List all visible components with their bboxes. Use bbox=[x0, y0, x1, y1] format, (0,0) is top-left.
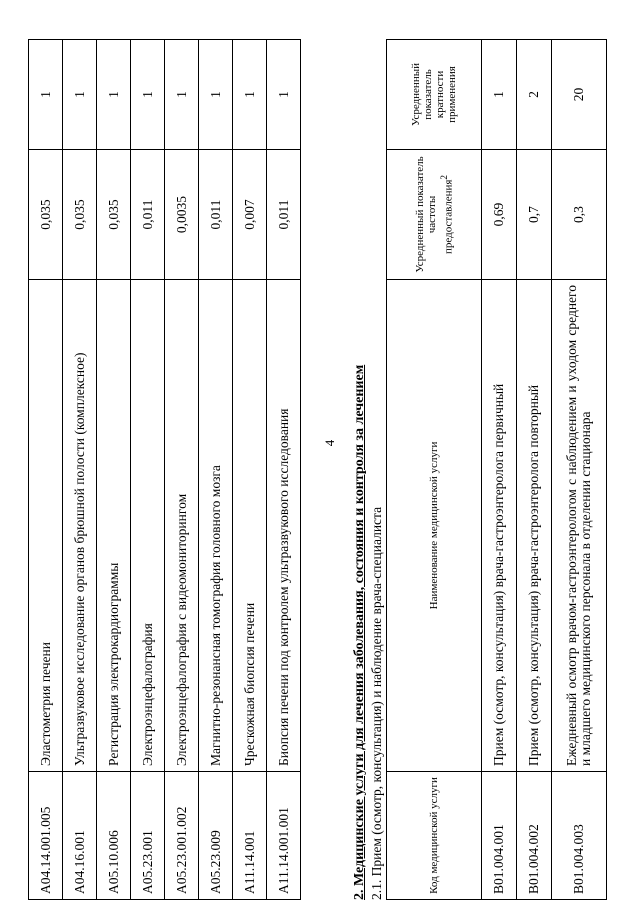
cell-frequency: 0,3 bbox=[552, 150, 607, 280]
cell-code: B01.004.001 bbox=[482, 772, 517, 900]
table-row bbox=[131, 40, 165, 900]
table-header-row bbox=[387, 40, 482, 900]
cell-code: A11.14.001.001 bbox=[267, 772, 301, 900]
table-row bbox=[97, 40, 131, 900]
header-multiplicity: Усредненный показатель кратности применения bbox=[387, 40, 482, 150]
cell-multiplicity: 1 bbox=[199, 40, 233, 150]
cell-name: Ультразвуковое исследование органов брюшной полости (комплексное) bbox=[63, 280, 97, 772]
table-row bbox=[267, 40, 301, 900]
cell-multiplicity: 20 bbox=[552, 40, 607, 150]
cell-frequency: 0,007 bbox=[233, 150, 267, 280]
cell-frequency: 0,035 bbox=[29, 150, 63, 280]
table-row bbox=[482, 40, 517, 900]
cell-frequency: 0,035 bbox=[97, 150, 131, 280]
cell-code: A05.23.009 bbox=[199, 772, 233, 900]
cell-code: A05.23.001.002 bbox=[165, 772, 199, 900]
cell-multiplicity: 1 bbox=[165, 40, 199, 150]
table-row bbox=[517, 40, 552, 900]
cell-name: Чрескожная биопсия печени bbox=[233, 280, 267, 772]
cell-multiplicity: 2 bbox=[517, 40, 552, 150]
cell-code: B01.004.003 bbox=[552, 772, 607, 900]
header-name: Наименование медицинской услуги bbox=[387, 280, 482, 772]
cell-multiplicity: 1 bbox=[29, 40, 63, 150]
diagnostics-table bbox=[28, 39, 301, 900]
cell-multiplicity: 1 bbox=[97, 40, 131, 150]
cell-name: Эластометрия печени bbox=[29, 280, 63, 772]
header-code: Код медицинской услуги bbox=[387, 772, 482, 900]
cell-code: A05.23.001 bbox=[131, 772, 165, 900]
cell-name: Прием (осмотр, консультация) врача-гастроэнтеролога повторный bbox=[517, 280, 552, 772]
cell-name: Регистрация электрокардиограммы bbox=[97, 280, 131, 772]
cell-code: A11.14.001 bbox=[233, 772, 267, 900]
cell-multiplicity: 1 bbox=[482, 40, 517, 150]
cell-frequency: 0,69 bbox=[482, 150, 517, 280]
cell-multiplicity: 1 bbox=[267, 40, 301, 150]
page-number: 4 bbox=[322, 439, 337, 447]
cell-name: Биопсия печени под контролем ультразвукового исследования bbox=[267, 280, 301, 772]
cell-name: Магнитно-резонансная томография головного мозга bbox=[199, 280, 233, 772]
section-title: 2. Медицинские услуги для лечения заболевания, состояния и контроля за лечением bbox=[352, 364, 367, 900]
cell-frequency: 0,011 bbox=[199, 150, 233, 280]
cell-multiplicity: 1 bbox=[131, 40, 165, 150]
rotated-document-body bbox=[28, 40, 618, 900]
cell-frequency: 0,011 bbox=[131, 150, 165, 280]
table-row bbox=[63, 40, 97, 900]
cell-multiplicity: 1 bbox=[233, 40, 267, 150]
table-row bbox=[199, 40, 233, 900]
cell-multiplicity: 1 bbox=[63, 40, 97, 150]
consultations-table bbox=[386, 39, 607, 900]
table-row bbox=[165, 40, 199, 900]
cell-code: A04.14.001.005 bbox=[29, 772, 63, 900]
cell-frequency: 0,7 bbox=[517, 150, 552, 280]
cell-code: B01.004.002 bbox=[517, 772, 552, 900]
table-row bbox=[552, 40, 607, 900]
cell-code: A04.16.001 bbox=[63, 772, 97, 900]
cell-name: Электроэнцефалография с видеомониторингом bbox=[165, 280, 199, 772]
header-frequency: Усредненный показатель частоты предоставления$^2$ bbox=[387, 150, 482, 280]
table-row bbox=[29, 40, 63, 900]
cell-frequency: 0,011 bbox=[267, 150, 301, 280]
table-row bbox=[233, 40, 267, 900]
cell-frequency: 0,0035 bbox=[165, 150, 199, 280]
cell-frequency: 0,035 bbox=[63, 150, 97, 280]
cell-name: Прием (осмотр, консультация) врача-гастроэнтеролога первичный bbox=[482, 280, 517, 772]
cell-name: Ежедневный осмотр врачом-гастроэнтерологом с наблюдением и уходом среднего и младшего медицинского персонала в отделении стационара bbox=[552, 280, 607, 772]
cell-code: A05.10.006 bbox=[97, 772, 131, 900]
cell-name: Электроэнцефалография bbox=[131, 280, 165, 772]
subsection-title: 2.1. Прием (осмотр, консультация) и наблюдение врача-специалиста bbox=[369, 506, 384, 900]
